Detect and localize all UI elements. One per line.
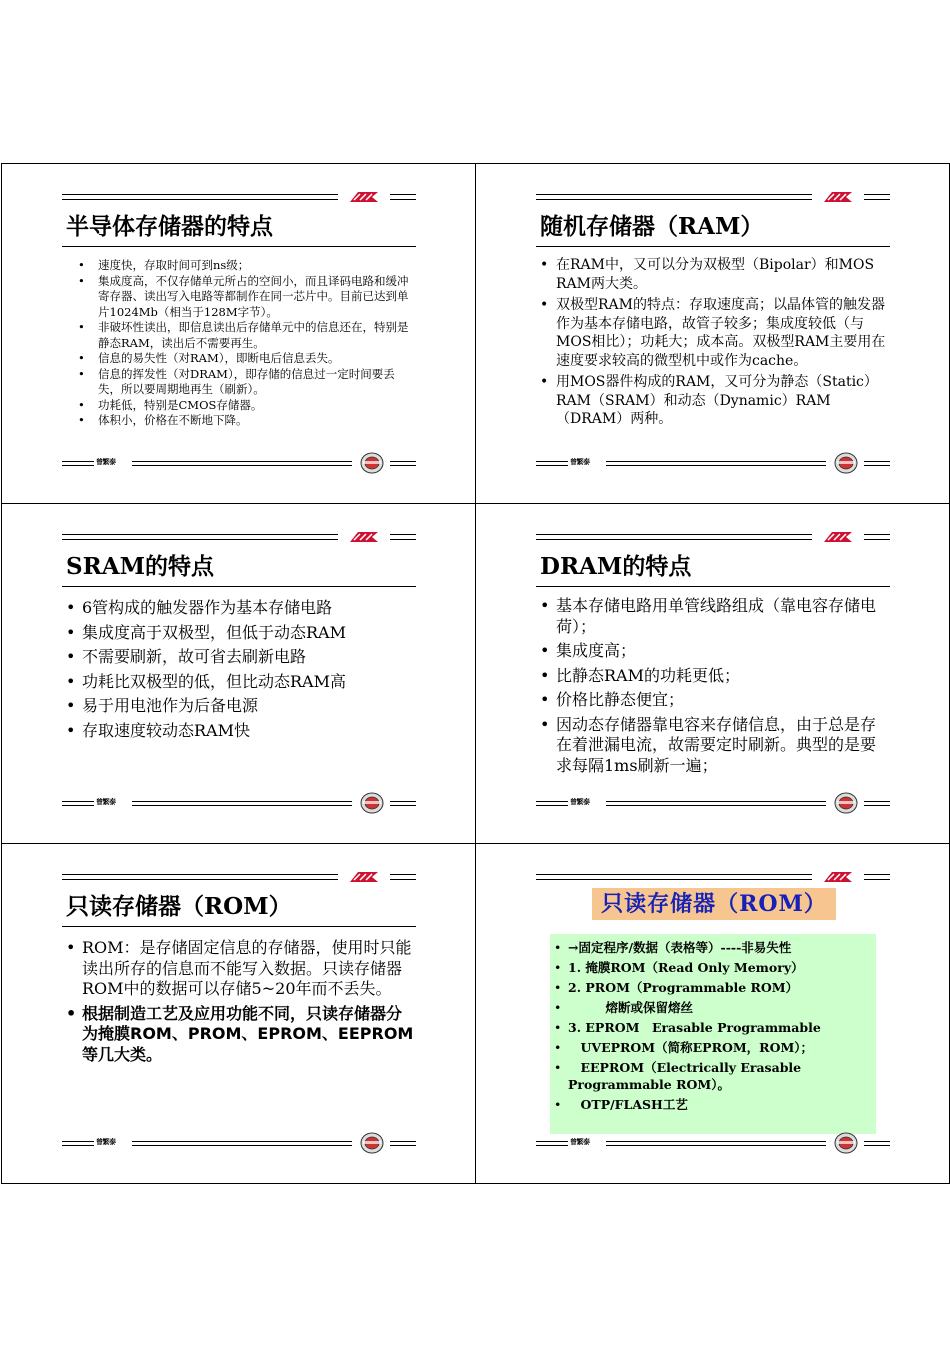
bottom-rule-end <box>864 801 890 806</box>
slide-title: 只读存储器（ROM） <box>66 893 292 920</box>
list-item: • 价格比静态便宜； <box>538 690 890 711</box>
list-item: • 非破坏性读出，即信息读出后存储单元中的信息还在，特别是静态RAM，读出后不需要再生。 <box>66 320 416 351</box>
list-item: • 信息的挥发性（对DRAM），即存储的信息过一定时间要丢失，所以要周期地再生（刷新）。 <box>66 367 416 398</box>
bottom-rule <box>132 801 352 806</box>
list-item: • 用MOS器件构成的RAM，又可分为静态（Static）RAM（SRAM）和动态（Dynamic）RAM（DRAM）两种。 <box>538 373 896 429</box>
list-item: • UVEPROM（简称EPROM，ROM）； <box>552 1038 876 1058</box>
author-label: 曾繁泰 <box>96 457 116 466</box>
slide-title: DRAM的特点 <box>540 553 692 580</box>
slide-4 <box>476 504 950 844</box>
seal-icon <box>360 1132 384 1154</box>
list-item: • 体积小，价格在不断地下降。 <box>66 413 416 429</box>
title-underline <box>62 246 416 247</box>
seal-icon <box>834 1132 858 1154</box>
list-item: • 3. EPROM Erasable Programmable <box>552 1018 876 1038</box>
slide-3 <box>2 504 476 844</box>
bottom-rule <box>62 1141 94 1146</box>
logo-icon <box>348 870 380 884</box>
list-item: • EEPROM（Electrically Erasable Programmable ROM）。 <box>552 1058 876 1095</box>
list-item: • 集成度高于双极型，但低于动态RAM <box>64 623 422 644</box>
list-item: • 比静态RAM的功耗更低； <box>538 666 890 687</box>
bottom-rule-end <box>390 801 416 806</box>
bullet-list <box>64 938 416 1069</box>
list-item: • 功耗比双极型的低，但比动态RAM高 <box>64 672 422 693</box>
list-item: • 信息的易失性（对RAM），即断电后信息丢失。 <box>66 351 416 367</box>
rom-types-box <box>550 934 876 1134</box>
seal-icon <box>834 452 858 474</box>
list-item: • 在RAM中，又可以分为双极型（Bipolar）和MOS RAM两大类。 <box>538 256 896 293</box>
bottom-rule <box>536 461 568 466</box>
top-rule-end <box>390 194 416 200</box>
slide-grid <box>1 163 950 1184</box>
logo-icon <box>348 530 380 544</box>
slide-title: 半导体存储器的特点 <box>66 213 273 240</box>
author-label: 曾繁泰 <box>570 797 590 806</box>
bottom-rule <box>606 801 826 806</box>
title-underline <box>62 926 416 927</box>
slide-2 <box>476 164 950 504</box>
logo-icon <box>348 190 380 204</box>
title-underline <box>536 586 890 587</box>
list-item: • 熔断或保留熔丝 <box>552 998 876 1018</box>
list-item: • 因动态存储器靠电容来存储信息，由于总是存在着泄漏电流，故需要定时刷新。典型的是要求每隔1ms刷新一遍； <box>538 715 890 777</box>
slide-6 <box>476 844 950 1184</box>
slide-5 <box>2 844 476 1184</box>
bullet-list <box>538 256 896 432</box>
bottom-rule <box>132 461 352 466</box>
list-item: • 基本存储电路用单管线路组成（靠电容存储电荷）； <box>538 596 890 637</box>
list-item: • 双极型RAM的特点：存取速度高；以晶体管的触发器作为基本存储电路，故管子较多；集成度较低（与MOS相比）；功耗大；成本高。双极型RAM主要用在速度要求较高的微型机中或作为cache。 <box>538 296 896 370</box>
top-rule-end <box>864 194 890 200</box>
slide-title: SRAM的特点 <box>66 553 215 580</box>
bullet-list <box>64 598 422 745</box>
author-label: 曾繁泰 <box>570 457 590 466</box>
bullet-list <box>552 938 876 1115</box>
bottom-rule <box>62 461 94 466</box>
bottom-rule <box>536 1141 568 1146</box>
list-item: • 2. PROM（Programmable ROM） <box>552 978 876 998</box>
bullet-list <box>66 258 416 429</box>
list-item: • 易于用电池作为后备电源 <box>64 696 422 717</box>
list-item: • 速度快，存取时间可到ns级； <box>66 258 416 274</box>
list-item: • 不需要刷新，故可省去刷新电路 <box>64 647 422 668</box>
bottom-rule-end <box>864 1141 890 1146</box>
bottom-rule <box>536 801 568 806</box>
list-item: • 1. 掩膜ROM（Read Only Memory） <box>552 958 876 978</box>
top-rule <box>536 194 812 200</box>
list-item: • 集成度高； <box>538 641 890 662</box>
top-rule-end <box>390 874 416 880</box>
title-underline <box>536 246 890 247</box>
list-item: • 根据制造工艺及应用功能不同，只读存储器分为掩膜ROM、PROM、EPROM、EEPROM等几大类。 <box>64 1004 416 1066</box>
seal-icon <box>360 792 384 814</box>
logo-icon <box>822 190 854 204</box>
top-rule-end <box>864 874 890 880</box>
bullet-list <box>538 596 890 780</box>
list-item: • →固定程序/数据（表格等）----非易失性 <box>552 938 876 958</box>
bottom-rule <box>62 801 94 806</box>
list-item: • 集成度高，不仅存储单元所占的空间小，而且译码电路和缓冲寄存器、读出写入电路等都制作在同一芯片中。目前已达到单片1024Mb（相当于128M字节）。 <box>66 274 416 321</box>
author-label: 曾繁泰 <box>96 797 116 806</box>
logo-icon <box>822 870 854 884</box>
bottom-rule-end <box>390 1141 416 1146</box>
logo-icon <box>822 530 854 544</box>
list-item: • 6管构成的触发器作为基本存储电路 <box>64 598 422 619</box>
top-rule <box>62 194 338 200</box>
bottom-rule-end <box>864 461 890 466</box>
highlighted-slide-title: 只读存储器（ROM） <box>592 888 836 920</box>
top-rule-end <box>864 534 890 540</box>
bottom-rule-end <box>390 461 416 466</box>
bottom-rule <box>606 461 826 466</box>
seal-icon <box>834 792 858 814</box>
list-item: • 功耗低，特别是CMOS存储器。 <box>66 398 416 414</box>
top-rule-end <box>390 534 416 540</box>
list-item: • ROM：是存储固定信息的存储器，使用时只能读出所存的信息而不能写入数据。只读存储器ROM中的数据可以存储5~20年而不丢失。 <box>64 938 416 1000</box>
list-item: • OTP/FLASH工艺 <box>552 1095 876 1115</box>
list-item: • 存取速度较动态RAM快 <box>64 721 422 742</box>
top-rule <box>62 874 338 880</box>
bottom-rule <box>606 1141 826 1146</box>
top-rule <box>62 534 338 540</box>
top-rule <box>536 534 812 540</box>
slide-1 <box>2 164 476 504</box>
top-rule <box>536 874 812 880</box>
seal-icon <box>360 452 384 474</box>
bottom-rule <box>132 1141 352 1146</box>
author-label: 曾繁泰 <box>570 1137 590 1146</box>
author-label: 曾繁泰 <box>96 1137 116 1146</box>
slide-title: 随机存储器（RAM） <box>540 213 764 240</box>
title-underline <box>62 586 416 587</box>
